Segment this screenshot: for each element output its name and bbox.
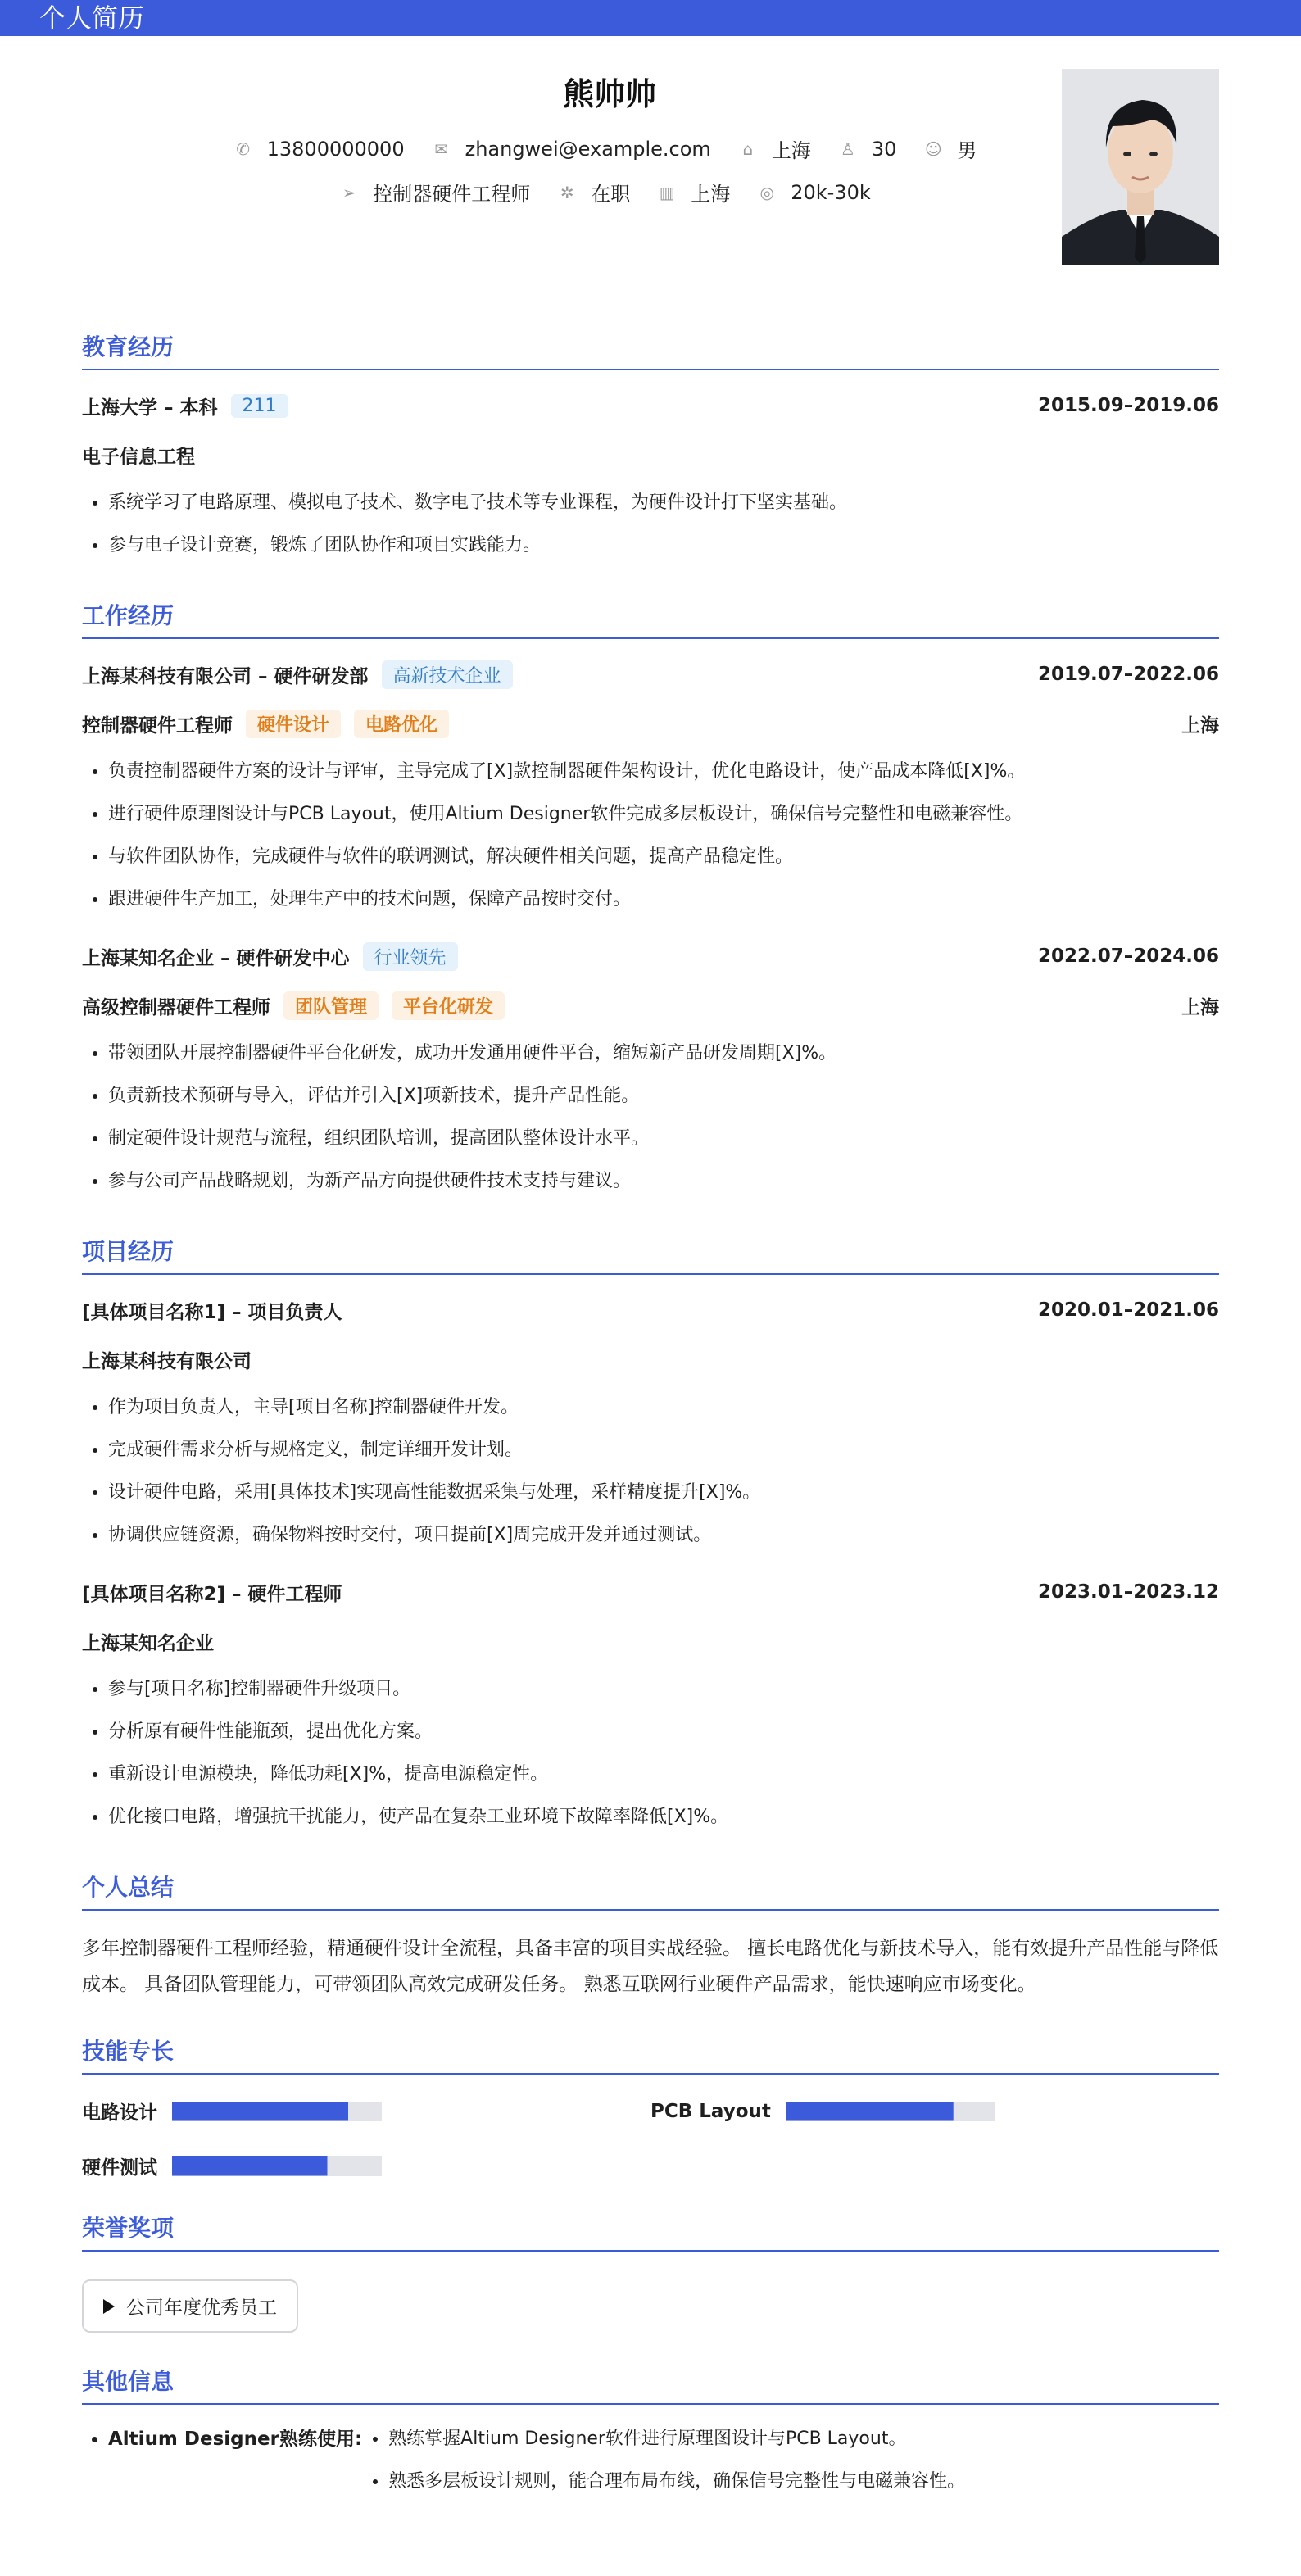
location-value: 上海 — [771, 139, 811, 162]
project-name: [具体项目名称2] – 硬件工程师 — [82, 1583, 342, 1605]
age-value: 30 — [871, 137, 897, 161]
skill-fill — [172, 2102, 348, 2121]
project-org-row — [82, 1345, 1219, 1373]
salary-item — [758, 178, 871, 206]
mail-icon: ✉ — [434, 138, 448, 159]
skill-item — [82, 2152, 650, 2179]
list-item: • 熟悉多层板设计规则，能合理布局布线，确保信号完整性与电磁兼容性。 — [388, 2460, 965, 2503]
projects-section-title: 项目经历 — [82, 1234, 1219, 1275]
project-bullets — [82, 1668, 1219, 1839]
list-item: • 作为项目负责人，主导[项目名称]控制器硬件开发。 — [108, 1386, 1219, 1429]
status-item — [558, 178, 630, 206]
skill-tag: 团队管理 — [283, 991, 379, 1020]
award-label: 公司年度优秀员工 — [126, 2297, 277, 2319]
skill-bar — [786, 2102, 995, 2121]
gender-value: 男 — [957, 139, 977, 162]
location-item — [739, 134, 811, 163]
other-label: Altium Designer熟练使用: — [108, 2429, 363, 2450]
skill-item — [650, 2098, 1219, 2125]
company-tag: 行业领先 — [363, 942, 458, 971]
list-item: • 设计硬件电路，采用[具体技术]实现高性能数据采集与处理，采样精度提升[X]%。 — [108, 1472, 1219, 1514]
job-date: 2019.07–2022.06 — [1037, 664, 1219, 685]
summary-section-title: 个人总结 — [82, 1870, 1219, 1911]
skill-bar — [172, 2102, 382, 2121]
skill-tag: 电路优化 — [354, 710, 449, 738]
job-city: 上海 — [1181, 996, 1219, 1018]
status-value: 在职 — [591, 183, 631, 206]
skills-grid — [82, 2098, 1219, 2179]
list-item: • 参与[项目名称]控制器硬件升级项目。 — [108, 1668, 1219, 1711]
skill-fill — [172, 2156, 327, 2176]
list-item: • 协调供应链资源，确保物料按时交付，项目提前[X]周完成开发并通过测试。 — [108, 1514, 1219, 1557]
other-bullets — [362, 2418, 965, 2503]
skill-fill — [786, 2102, 954, 2121]
skill-name: PCB Layout — [650, 2100, 771, 2122]
building-icon: ▥ — [659, 182, 675, 202]
company-name: 上海某科技有限公司 – 硬件研发部 — [82, 665, 369, 687]
list-item: • 跟进硬件生产加工，处理生产中的技术问题，保障产品按时交付。 — [108, 878, 1219, 921]
list-item: • 与软件团队协作，完成硬件与软件的联调测试，解决硬件相关问题，提高产品稳定性。 — [108, 836, 1219, 878]
education-entry-head — [82, 392, 1219, 420]
list-item: • 带领团队开展控制器硬件平台化研发，成功开发通用硬件平台，缩短新产品研发周期[X]%。 — [108, 1032, 1219, 1075]
education-bullets — [82, 482, 1219, 567]
list-item: • 进行硬件原理图设计与PCB Layout，使用Altium Designer软件完成多层板设计，确保信号完整性和电磁兼容性。 — [108, 793, 1219, 836]
skill-name: 电路设计 — [82, 2102, 157, 2124]
age-item — [839, 134, 897, 163]
phone-icon: ✆ — [236, 138, 250, 159]
job-role: 控制器硬件工程师 — [82, 714, 233, 737]
resume-page — [0, 36, 1301, 2503]
project-org: 上海某知名企业 — [82, 1632, 214, 1654]
list-item: • 系统学习了电路原理、模拟电子技术、数字电子技术等专业课程，为硬件设计打下坚实基础。 — [108, 482, 1219, 524]
salary-value: 20k-30k — [791, 180, 871, 204]
project-org-row — [82, 1627, 1219, 1655]
list-item: • 完成硬件需求分析与规格定义，制定详细开发计划。 — [108, 1429, 1219, 1472]
skill-item — [82, 2098, 650, 2125]
school-name: 上海大学 – 本科 — [82, 397, 218, 419]
target-city-value: 上海 — [691, 183, 731, 206]
skill-name: 硬件测试 — [82, 2157, 157, 2179]
school-tag: 211 — [231, 394, 288, 418]
skill-tag: 硬件设计 — [246, 710, 341, 738]
age-icon: ♙ — [840, 138, 855, 159]
profile-header — [82, 36, 1219, 298]
company-tag: 高新技术企业 — [382, 660, 513, 689]
page-header-title: 个人简历 — [39, 2, 145, 34]
job-intent-row — [82, 178, 1219, 206]
status-icon: ✲ — [560, 182, 574, 202]
award-toggle[interactable] — [82, 2279, 298, 2333]
skill-tag: 平台化研发 — [392, 991, 505, 1020]
project-org: 上海某科技有限公司 — [82, 1350, 252, 1372]
caret-right-icon — [103, 2299, 115, 2314]
education-section-title: 教育经历 — [82, 329, 1219, 370]
list-item: • 负责新技术预研与导入，评估并引入[X]项新技术，提升产品性能。 — [108, 1075, 1219, 1118]
phone-value: 13800000000 — [266, 137, 405, 161]
project-date: 2020.01–2021.06 — [1037, 1299, 1219, 1321]
company-name: 上海某知名企业 – 硬件研发中心 — [82, 947, 350, 969]
home-icon: ⌂ — [742, 138, 754, 159]
summary-text: 多年控制器硬件工程师经验，精通硬件设计全流程，具备丰富的项目实战经验。 擅长电路优化与新技术导入，能有效提升产品性能与降低成本。 具备团队管理能力，可带领团队高效完成研发任务。 熟悉互联网行业硬件产品需求，能快速响应市场变化。 — [82, 1938, 1219, 1995]
list-item: • 熟练掌握Altium Designer软件进行原理图设计与PCB Layout。 — [388, 2418, 965, 2460]
list-item: • 优化接口电路，增强抗干扰能力，使产品在复杂工业环境下故障率降低[X]%。 — [108, 1796, 1219, 1839]
list-item: • 制定硬件设计规范与流程，组织团队培训，提高团队整体设计水平。 — [108, 1118, 1219, 1160]
profile-photo — [1062, 69, 1219, 265]
major-name: 电子信息工程 — [82, 446, 195, 468]
job-entry-head — [82, 660, 1219, 688]
education-date: 2015.09–2019.06 — [1037, 395, 1219, 416]
other-info — [82, 2418, 1219, 2503]
candidate-name: 熊帅帅 — [562, 76, 656, 112]
job-bullets — [82, 751, 1219, 921]
salary-icon: ◎ — [759, 182, 774, 202]
email-value: zhangwei@example.com — [465, 137, 711, 161]
gender-icon: ☺ — [924, 138, 942, 159]
education-major-row — [82, 441, 1219, 469]
list-item: • 参与电子设计竞赛，锻炼了团队协作和项目实践能力。 — [108, 524, 1219, 567]
job-bullets — [82, 1032, 1219, 1203]
project-bullets — [82, 1386, 1219, 1557]
project-entry-head — [82, 1296, 1219, 1324]
skill-bar — [172, 2156, 382, 2176]
list-item: • 分析原有硬件性能瓶颈，提出优化方案。 — [108, 1711, 1219, 1753]
plane-icon: ➢ — [342, 182, 356, 202]
other-section-title: 其他信息 — [82, 2364, 1219, 2405]
job-city: 上海 — [1181, 714, 1219, 737]
project-date: 2023.01–2023.12 — [1037, 1581, 1219, 1603]
list-item: • 负责控制器硬件方案的设计与评审，主导完成了[X]款控制器硬件架构设计，优化电路设计，使产品成本降低[X]%。 — [108, 751, 1219, 793]
job-role-row — [82, 991, 1219, 1019]
job-target-item — [340, 178, 530, 206]
honors-section-title: 荣誉奖项 — [82, 2211, 1219, 2252]
phone-item — [234, 134, 405, 163]
job-role: 高级控制器硬件工程师 — [82, 996, 270, 1018]
gender-item — [924, 134, 977, 163]
target-city-item — [658, 178, 730, 206]
job-entry-head — [82, 942, 1219, 970]
work-section-title: 工作经历 — [82, 598, 1219, 639]
job-target-value: 控制器硬件工程师 — [373, 183, 531, 206]
list-item: • 参与公司产品战略规划，为新产品方向提供硬件技术支持与建议。 — [108, 1160, 1219, 1203]
contact-row — [82, 134, 1219, 163]
skills-section-title: 技能专长 — [82, 2034, 1219, 2075]
project-entry-head — [82, 1578, 1219, 1606]
email-item — [433, 134, 711, 163]
page-header-bar — [0, 0, 1301, 36]
list-item: • 重新设计电源模块，降低功耗[X]%，提高电源稳定性。 — [108, 1753, 1219, 1796]
project-name: [具体项目名称1] – 项目负责人 — [82, 1301, 342, 1323]
job-role-row — [82, 710, 1219, 737]
job-date: 2022.07–2024.06 — [1037, 946, 1219, 967]
